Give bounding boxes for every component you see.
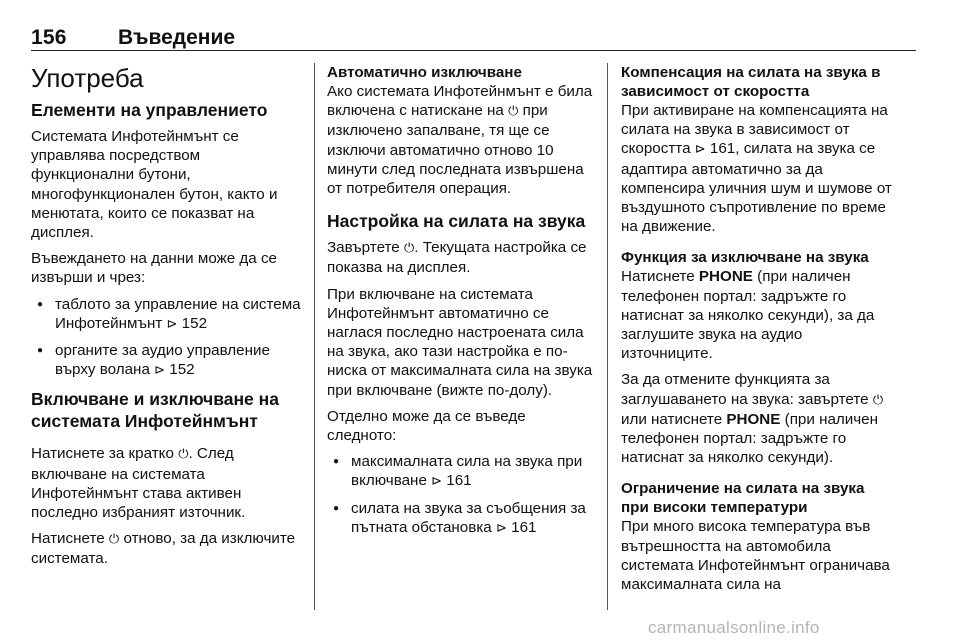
- paragraph: При много висока температура във вътрешността на автомобила системата Инфотейнмънт ограничава максималната сила на: [621, 518, 890, 594]
- paragraph: За да отмените функцията за заглушаването на звука: завъртете ⏻ или натиснете PHONE (при наличен телефонен портал: задръжте го натиснат за няколко секунди).: [621, 371, 884, 467]
- paragraph: Натиснете за кратко ⏻. След включване на системата Инфотейнмънт става активен последно избраният източник.: [31, 445, 246, 522]
- list-item: ● таблото за управление на система Инфотейнмънт ⊳ 152: [31, 295, 301, 334]
- column-1: [31, 63, 301, 576]
- watermark: carmanualsonline.info: [648, 618, 820, 637]
- heading-mute: Функция за изключване на звука: [621, 249, 869, 267]
- page-reference[interactable]: 161: [446, 472, 472, 490]
- paragraph: Натиснете ⏻ отново, за да изключите системата.: [31, 530, 296, 568]
- paragraph: Завъртете ⏻. Текущата настройка се показва на дисплея.: [327, 239, 587, 277]
- heading-on-off: Включване и изключване на системата Инфотейнмънт: [31, 389, 279, 432]
- cross-reference-arrow-icon: ⊳: [496, 520, 507, 536]
- cross-reference-arrow-icon: ⊳: [431, 474, 443, 490]
- power-knob-icon: ⏻: [403, 241, 415, 257]
- page-reference[interactable]: 152: [181, 314, 208, 332]
- paragraph: Отделно може да се въведе следното:: [327, 407, 526, 445]
- paragraph: Въвеждането на данни може да се извърши и чрез:: [31, 250, 277, 287]
- heading-auto-off: Автоматично изключване: [327, 64, 522, 81]
- page-reference[interactable]: 161: [709, 140, 736, 158]
- paragraph: При включване на системата Инфотейнмънт автоматично се наглася последно настроената сила на звука, ако тази настройка е по-ниска от максималната сила на звука при включване (вижте по-долу).: [327, 285, 593, 399]
- column-3: [621, 63, 893, 601]
- page-reference[interactable]: 152: [169, 361, 195, 379]
- phone-key-label: PHONE: [698, 268, 753, 286]
- list-item: ● органите за аудио управление върху волана ⊳ 152: [31, 341, 301, 380]
- heading-controls: Елементи на управлението: [31, 100, 268, 120]
- power-knob-icon: ⏻: [872, 392, 884, 408]
- heading-volume: Настройка на силата на звука: [327, 211, 586, 232]
- cross-reference-arrow-icon: ⊳: [694, 142, 706, 158]
- cross-reference-arrow-icon: ⊳: [166, 316, 178, 332]
- section-title: Въведение: [118, 26, 236, 49]
- phone-key-label: PHONE: [726, 410, 781, 428]
- paragraph: При активиране на компенсацията на силата на звука в зависимост от скоростта ⊳ 161, силата на звука се адаптира автоматично за да компенсира уличния шум и шумове от въздушното съпротивление по време на движение.: [621, 102, 892, 236]
- page-reference[interactable]: 161: [511, 518, 537, 536]
- column-2: [327, 63, 595, 546]
- bullet-list: [327, 452, 595, 538]
- heading-speed-compensation: Компенсация на силата на звука в зависимост от скоростта: [621, 64, 881, 100]
- bullet-list: [31, 295, 301, 381]
- column-divider-1: [314, 63, 315, 610]
- paragraph: Натиснете PHONE (при наличен телефонен портал: задръжте го натиснат за няколко секунди), за да заглушите звука на аудио източниците.: [621, 268, 875, 363]
- chapter-title: Употреба: [31, 63, 144, 93]
- paragraph: Ако системата Инфотейнмънт е била включена с натискане на ⏻ при изключено запалване, тя ще се изключи автоматично отново 10 минути след последната извършена от потребителя операция.: [327, 83, 593, 198]
- heading-temperature-limit: Ограничение на силата на звука при високи температури: [621, 480, 865, 517]
- list-item: ● силата на звука за съобщения за пътната обстановка ⊳ 161: [327, 499, 595, 538]
- page-number: 156: [31, 26, 67, 49]
- power-knob-icon: ⏻: [178, 447, 189, 463]
- cross-reference-arrow-icon: ⊳: [154, 363, 166, 379]
- power-knob-icon: ⏻: [108, 532, 120, 548]
- paragraph: Системата Инфотейнмънт се управлява посредством функционални бутони, многофункционален бутон, както и менютата, които се показват на дисплея.: [31, 128, 278, 242]
- power-knob-icon: ⏻: [508, 104, 519, 120]
- column-divider-2: [607, 63, 608, 610]
- header-divider: [31, 50, 916, 51]
- list-item: ● максималната сила на звука при включване ⊳ 161: [327, 452, 595, 491]
